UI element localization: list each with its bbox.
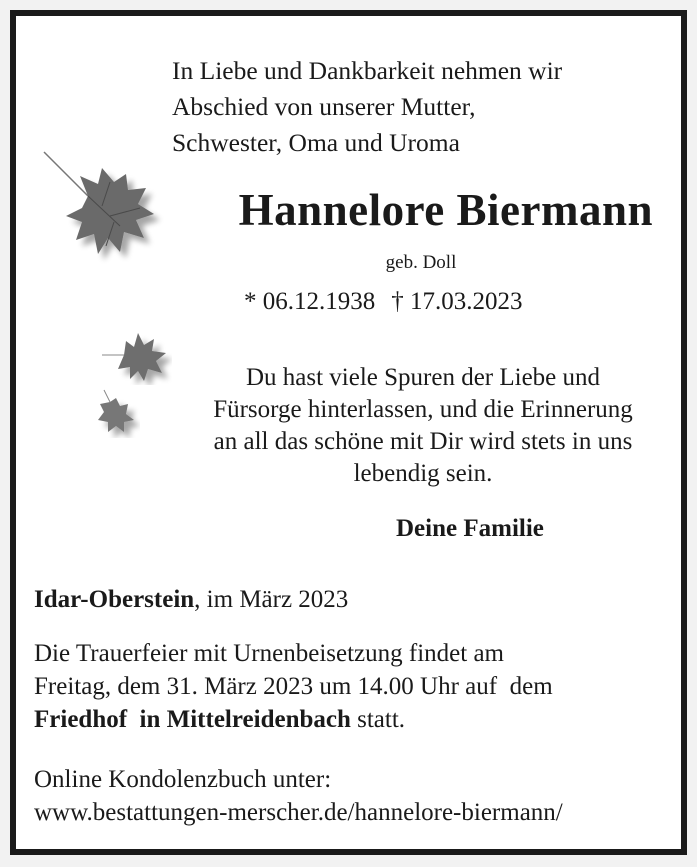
service-line: Freitag, dem 31. März 2023 um 14.00 Uhr auf dem — [34, 673, 553, 700]
verse-line: lebendig sein. — [353, 460, 493, 487]
online-condolence — [34, 763, 563, 829]
intro-line: In Liebe und Dankbarkeit nehmen wir — [172, 56, 563, 85]
verse-line: an all das schöne mit Dir wird stets in uns — [213, 428, 633, 455]
cemetery-name: Friedhof in Mittelreidenbach — [34, 706, 351, 733]
verse-line: Du hast viele Spuren der Liebe und — [245, 364, 601, 391]
service-info — [34, 637, 674, 736]
place-date-text: , im März 2023 — [194, 586, 349, 613]
birth-name: geb. Doll — [385, 252, 457, 273]
signature: Deine Familie — [396, 515, 544, 542]
online-label: Online Kondolenzbuch unter: — [34, 766, 332, 793]
town: Idar-Oberstein — [34, 586, 195, 613]
death-date: † 17.03.2023 — [391, 288, 523, 315]
verse-text — [184, 362, 662, 490]
life-dates — [244, 288, 523, 316]
maple-leaf-icon — [102, 329, 172, 385]
service-suffix: statt. — [350, 706, 406, 733]
condolence-link[interactable]: www.bestattungen-merscher.de/hannelore-biermann/ — [34, 799, 563, 826]
birth-date: * 06.12.1938 — [244, 288, 376, 315]
deceased-name-text: Hannelore Biermann — [238, 185, 653, 235]
service-line: Die Trauerfeier mit Urnenbeisetzung findet am — [34, 640, 504, 667]
place-date — [34, 586, 348, 614]
maple-leaf-icon — [90, 388, 140, 438]
intro-line: Abschied von unserer Mutter, — [172, 92, 476, 121]
verse-line: Fürsorge hinterlassen, und die Erinnerung — [213, 396, 633, 423]
intro-text — [172, 53, 562, 161]
intro-line: Schwester, Oma und Uroma — [172, 128, 460, 157]
service-line — [34, 703, 674, 736]
deceased-name — [16, 184, 681, 236]
obituary-frame — [10, 10, 687, 855]
